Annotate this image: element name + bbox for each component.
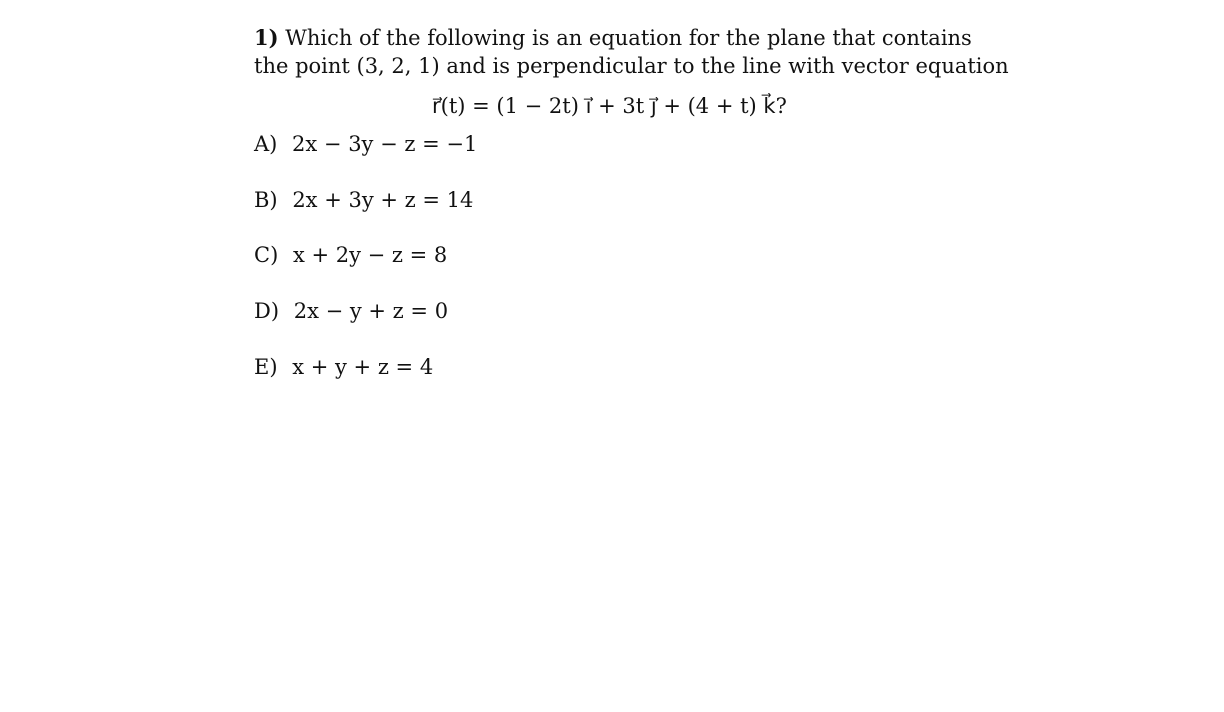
choice-e-text: x + y + z = 4 xyxy=(292,355,434,379)
choice-c[interactable] xyxy=(254,241,447,269)
choice-a[interactable] xyxy=(254,130,477,158)
choice-d[interactable] xyxy=(254,297,448,325)
choice-c-label: C) xyxy=(254,243,279,267)
choice-b-text: 2x + 3y + z = 14 xyxy=(292,188,474,212)
choice-c-text: x + 2y − z = 8 xyxy=(292,243,448,267)
choice-a-text: 2x − 3y − z = −1 xyxy=(292,132,478,156)
question-line-1 xyxy=(254,24,970,52)
question-line-1-text: Which of the following is an equation for the plane that contains xyxy=(285,26,972,50)
choice-b-label: B) xyxy=(254,188,278,212)
choice-d-label: D) xyxy=(254,299,280,323)
choice-a-label: A) xyxy=(254,132,278,156)
choice-b[interactable] xyxy=(254,186,473,214)
choice-d-text: 2x − y + z = 0 xyxy=(293,299,449,323)
question-number: 1) xyxy=(254,25,279,50)
vector-equation: r⃗(t) = (1 − 2t) i⃗ + 3t j⃗ + (4 + t) k⃗? xyxy=(432,94,787,118)
choice-e[interactable] xyxy=(254,353,433,381)
question-text xyxy=(254,24,1009,80)
question-line-2: the point (3, 2, 1) and is perpendicular to the line with vector equation xyxy=(254,54,1009,78)
choice-e-label: E) xyxy=(254,355,278,379)
